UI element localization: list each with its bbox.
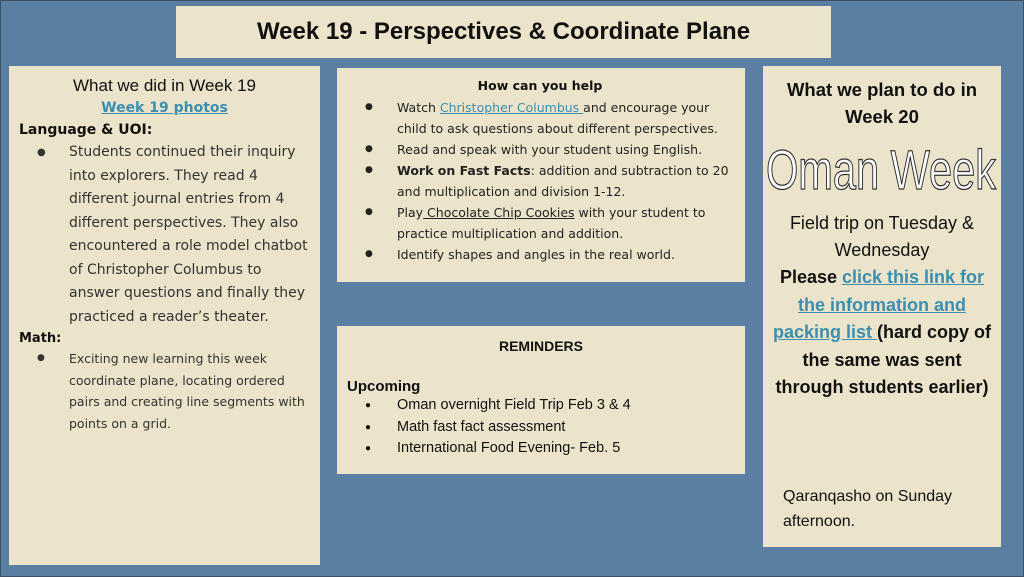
list-item: ● Read and speak with your student using English. [347, 139, 733, 160]
week20-plan-card [763, 66, 1001, 547]
qaranqasho-text: Qaranqasho on Sunday afternoon. [783, 488, 953, 530]
week20-heading: What we plan to do in Week 20 [786, 79, 978, 127]
oman-week-title: Oman Week [766, 138, 997, 201]
list-item: ● International Food Evening- Feb. 5 [347, 438, 735, 460]
help-heading: How can you help [477, 78, 603, 93]
oman-week-wordart [763, 132, 999, 202]
reminders-list [347, 395, 735, 460]
upcoming-heading: Upcoming [347, 378, 421, 395]
language-list [19, 141, 310, 329]
language-uoi-heading: Language & UOI: [19, 122, 153, 138]
help-list [347, 97, 733, 265]
how-can-you-help-card [337, 68, 745, 282]
reminders-card [337, 326, 745, 474]
list-item: ● Identify shapes and angles in the real world. [347, 244, 733, 265]
math-heading: Math: [19, 331, 62, 346]
reminders-heading: REMINDERS [498, 338, 583, 354]
math-list [19, 348, 310, 434]
week19-summary-card [9, 66, 320, 565]
field-trip-text: Field trip on Tuesday & Wednesday [789, 213, 975, 260]
list-item: ● Oman overnight Field Trip Feb 3 & 4 [347, 395, 735, 417]
packing-list-note: Please click this link for the information and packing list (hard copy of the same was sent through students earlier) [772, 267, 992, 397]
list-item: ● Work on Fast Facts: addition and subtraction to 20 and multiplication and division 1-12. [347, 160, 733, 202]
week19-heading: What we did in Week 19 [73, 76, 256, 95]
list-item: ● Students continued their inquiry into explorers. They read 4 different journal entries from 4 different perspectives. They also encountered a role model chatbot of Christopher Columbus to answer questions and finally they practiced a reader’s theater. [19, 141, 310, 329]
christopher-columbus-link[interactable]: Christopher Columbus [439, 100, 584, 115]
list-item: ● Play Chocolate Chip Cookies with your student to practice multiplication and addition. [347, 202, 733, 244]
list-item: ● Exciting new learning this week coordinate plane, locating ordered pairs and creating line segments with points on a grid. [19, 348, 310, 434]
title-banner [176, 6, 831, 58]
week19-photos-link[interactable]: Week 19 photos [101, 100, 228, 116]
chocolate-chip-cookies-link[interactable]: Chocolate Chip Cookies [423, 205, 575, 220]
list-item: ● Watch Christopher Columbus and encourage your child to ask questions about different perspectives. [347, 97, 733, 139]
packing-list-link[interactable]: click this link for the information and packing list [772, 267, 985, 342]
list-item: ● Math fast fact assessment [347, 417, 735, 439]
page-title: Week 19 - Perspectives & Coordinate Plane [256, 18, 751, 45]
